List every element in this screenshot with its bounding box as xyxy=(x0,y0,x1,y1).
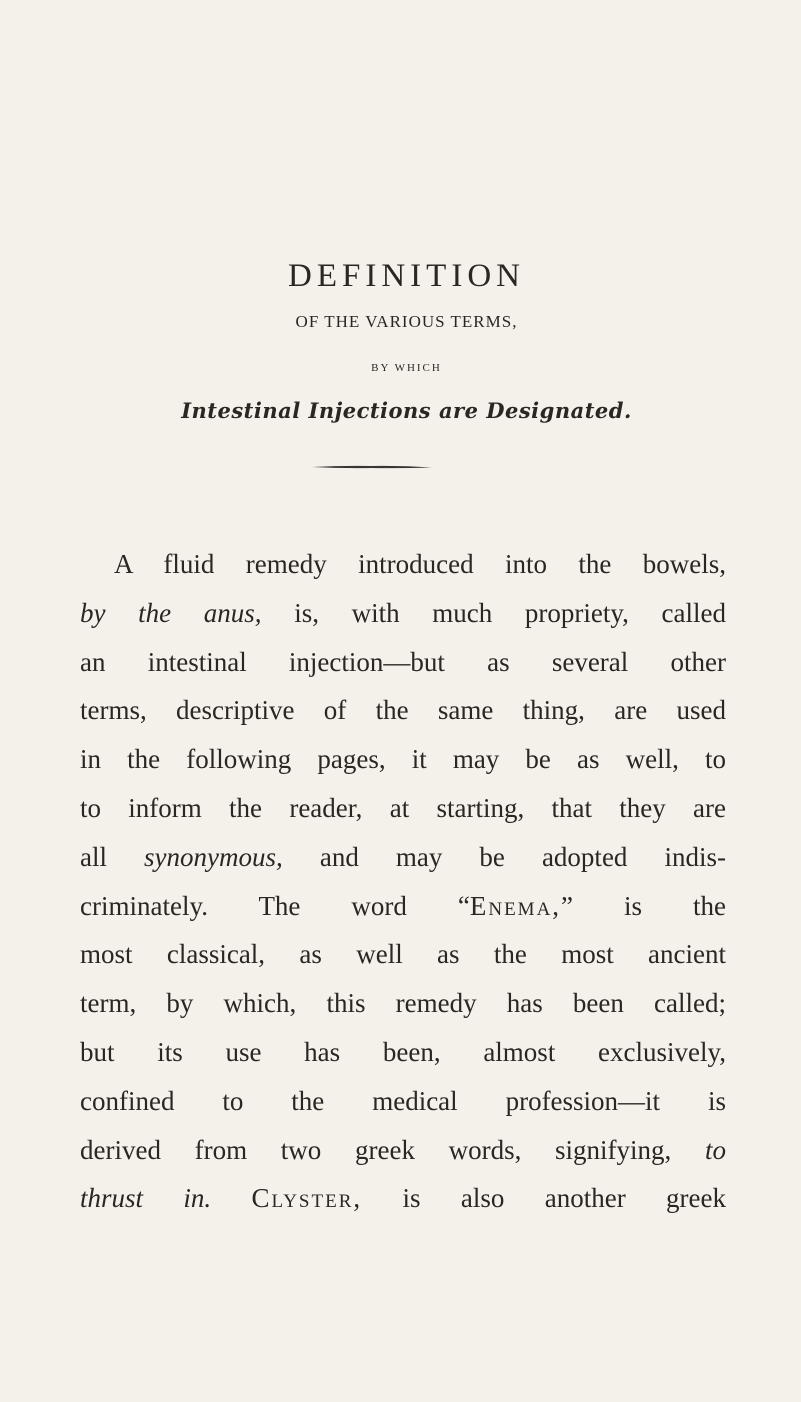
text-line: terms, descriptive of the same thing, are used xyxy=(80,695,726,726)
text-line: to inform the reader, at starting, that they are xyxy=(80,792,726,823)
text-line: but its use has been, almost exclusively, xyxy=(80,1036,726,1067)
text-line: confined to the medical profession—it is xyxy=(80,1085,726,1116)
ornamental-rule xyxy=(312,465,432,469)
page-title: DEFINITION xyxy=(288,258,525,294)
text-line: A fluid remedy introduced into the bowels, xyxy=(114,549,726,579)
blackletter-heading: Intestinal Injections are Designated. xyxy=(181,398,632,423)
body-paragraph xyxy=(80,540,726,1223)
text-line: derived from two greek words, signifying, to xyxy=(80,1134,726,1165)
text-line: thrust in. Clyster, is also another greek xyxy=(80,1183,726,1214)
text-line: criminately. The word “Enema,” is the xyxy=(80,890,726,921)
text-line: by the anus, is, with much propriety, called xyxy=(80,597,726,628)
text-line: most classical, as well as the most ancient xyxy=(80,939,726,970)
text-line: an intestinal injection—but as several other xyxy=(80,646,726,677)
by-which-line: BY WHICH xyxy=(371,362,442,374)
text-line: in the following pages, it may be as well, to xyxy=(80,744,726,775)
page-subtitle: OF THE VARIOUS TERMS, xyxy=(295,312,518,331)
text-line: all synonymous, and may be adopted indis- xyxy=(80,841,726,872)
text-line: term, by which, this remedy has been called; xyxy=(80,988,726,1019)
